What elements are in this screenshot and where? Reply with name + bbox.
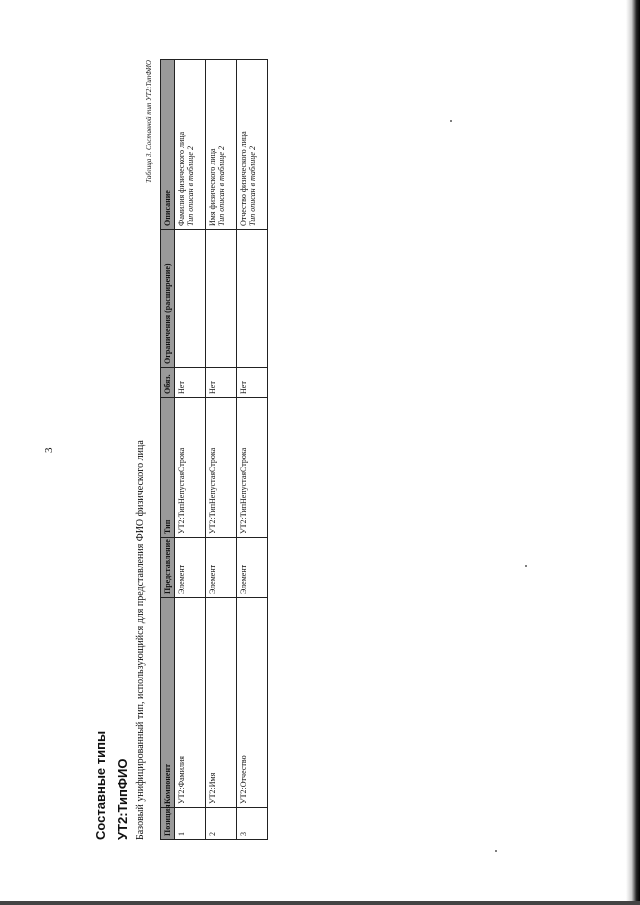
cell-representation: Элемент [206,538,237,598]
spec-table [160,59,268,840]
cell-component: УТ2:Отчество [237,598,268,808]
scan-speck [495,850,497,852]
scan-speck [450,120,452,122]
column-header: Позиция [161,808,175,840]
cell-type: УТ2:ТипНепустаяСтрока [175,398,206,538]
cell-component: УТ2:Фамилия [175,598,206,808]
cell-position: 3 [237,808,268,840]
scan-speck [525,565,527,567]
scan-edge-right [626,0,640,905]
scan-edge-bottom [0,901,640,905]
type-description: Базовый унифицированный тип, использующийся для представления ФИО физического лица [135,440,146,840]
description-text: Отчество физического лица [239,131,249,226]
cell-type: УТ2:ТипНепустаяСтрока [206,398,237,538]
table-row [206,60,237,840]
description-reference: Тип описан в таблице 2 [186,146,196,226]
section-heading: Составные типы [93,730,108,840]
column-header: Обяз. [161,368,175,398]
type-heading: УТ2:ТипФИО [115,758,130,840]
table-header-row [161,60,175,840]
cell-required: Нет [237,368,268,398]
description-reference: Тип описан в таблице 2 [217,146,227,226]
cell-position: 2 [206,808,237,840]
cell-description [206,60,237,230]
cell-description [237,60,268,230]
rotated-page-content [85,60,335,840]
column-header: Ограничения (расширение) [161,230,175,368]
cell-restrictions [175,230,206,368]
description-reference: Тип описан в таблице 2 [248,146,258,226]
cell-description [175,60,206,230]
cell-required: Нет [175,368,206,398]
cell-position: 1 [175,808,206,840]
table-row [175,60,206,840]
cell-component: УТ2:Имя [206,598,237,808]
description-text: Фамилия физического лица [177,131,187,226]
cell-representation: Элемент [237,538,268,598]
table-caption: Таблица 3. Составной тип УТ2:ТипФИО [145,60,153,183]
cell-restrictions [206,230,237,368]
page-number: 3 [43,447,55,453]
cell-type: УТ2:ТипНепустаяСтрока [237,398,268,538]
cell-required: Нет [206,368,237,398]
table-row [237,60,268,840]
column-header: Компонент [161,598,175,808]
column-header: Представление [161,538,175,598]
description-text: Имя физического лица [208,148,218,226]
column-header: Тип [161,398,175,538]
cell-representation: Элемент [175,538,206,598]
column-header: Описание [161,60,175,230]
cell-restrictions [237,230,268,368]
